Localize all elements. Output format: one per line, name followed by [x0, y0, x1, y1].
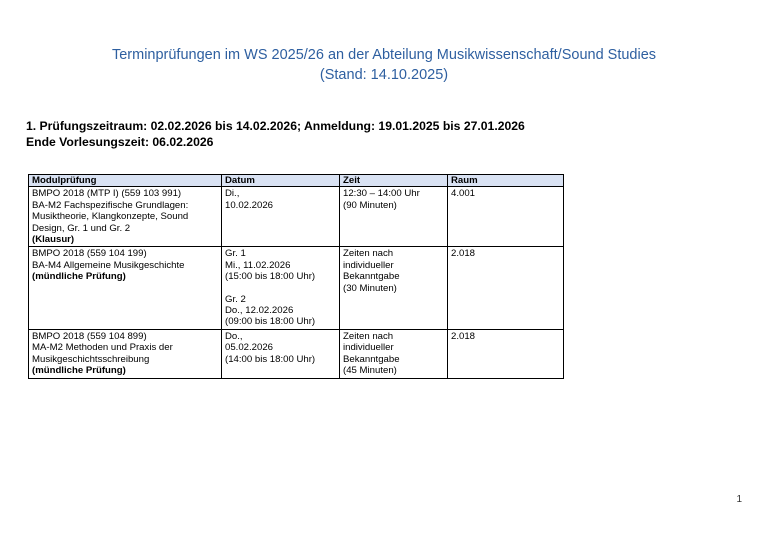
module-line: Design, Gr. 1 und Gr. 2	[32, 222, 131, 234]
module-cell	[29, 187, 222, 247]
time-line: Zeiten nach	[343, 330, 394, 342]
document-title: Terminprüfungen im WS 2025/26 an der Abteilung Musikwissenschaft/Sound Studies	[111, 47, 657, 63]
table-header-row	[29, 175, 564, 187]
time-cell	[340, 247, 448, 329]
date-cell	[222, 247, 340, 329]
table-row	[29, 247, 564, 329]
date-line: (15:00 bis 18:00 Uhr)	[225, 271, 316, 283]
time-line: individueller	[343, 342, 394, 354]
page-number: 1	[736, 494, 742, 505]
date-group-label: Gr. 2	[225, 293, 246, 305]
exam-period-heading: 1. Prüfungszeitraum: 02.02.2026 bis 14.02.2026; Anmeldung: 19.01.2025 bis 27.01.2026	[26, 119, 525, 133]
module-exam-type: (Klausur)	[32, 234, 75, 246]
date-line: Di.,	[225, 188, 240, 200]
module-line: Musikgeschichtsschreibung	[32, 353, 150, 365]
module-line: BA-M4 Allgemeine Musikgeschichte	[32, 259, 185, 271]
module-cell	[29, 329, 222, 378]
module-line: BMPO 2018 (559 104 199)	[32, 248, 147, 260]
header-modulpruefung: Modulprüfung	[29, 175, 222, 187]
table-row	[29, 329, 564, 378]
module-line: BA-M2 Fachspezifische Grundlagen:	[32, 199, 189, 211]
date-line: Do.,	[225, 330, 243, 342]
time-line: (90 Minuten)	[343, 199, 397, 211]
room-cell: 4.001	[448, 187, 564, 247]
header-zeit: Zeit	[340, 175, 448, 187]
exam-schedule-table	[28, 174, 564, 379]
time-cell	[340, 329, 448, 378]
date-line: (14:00 bis 18:00 Uhr)	[225, 353, 316, 365]
date-cell	[222, 329, 340, 378]
date-group-label: Gr. 1	[225, 248, 246, 260]
date-line: Mi., 11.02.2026	[225, 259, 291, 271]
date-line: 10.02.2026	[225, 199, 274, 211]
time-line: 12:30 – 14:00 Uhr	[343, 188, 420, 200]
time-line: Bekanntgabe	[343, 271, 400, 283]
module-line: Musiktheorie, Klangkonzepte, Sound	[32, 211, 189, 223]
time-line: individueller	[343, 259, 394, 271]
time-line: (30 Minuten)	[343, 282, 397, 294]
module-exam-type: (mündliche Prüfung)	[32, 271, 126, 283]
module-line: BMPO 2018 (559 104 899)	[32, 330, 147, 342]
time-line: Bekanntgabe	[343, 353, 400, 365]
room-cell: 2.018	[448, 329, 564, 378]
date-line: Do., 12.02.2026	[225, 305, 294, 317]
lecture-end-heading: Ende Vorlesungszeit: 06.02.2026	[26, 135, 214, 149]
date-cell	[222, 187, 340, 247]
table-row	[29, 187, 564, 247]
module-cell	[29, 247, 222, 329]
date-line: (09:00 bis 18:00 Uhr)	[225, 316, 316, 328]
header-datum: Datum	[222, 175, 340, 187]
header-raum: Raum	[448, 175, 564, 187]
spacer	[225, 283, 336, 294]
module-line: BMPO 2018 (MTP I) (559 103 991)	[32, 188, 182, 200]
room-cell: 2.018	[448, 247, 564, 329]
module-line: MA-M2 Methoden und Praxis der	[32, 342, 173, 354]
date-line: 05.02.2026	[225, 342, 274, 354]
time-line: (45 Minuten)	[343, 365, 397, 377]
document-status-date: (Stand: 14.10.2025)	[319, 67, 449, 83]
time-cell	[340, 187, 448, 247]
time-line: Zeiten nach	[343, 248, 394, 260]
module-exam-type: (mündliche Prüfung)	[32, 365, 126, 377]
